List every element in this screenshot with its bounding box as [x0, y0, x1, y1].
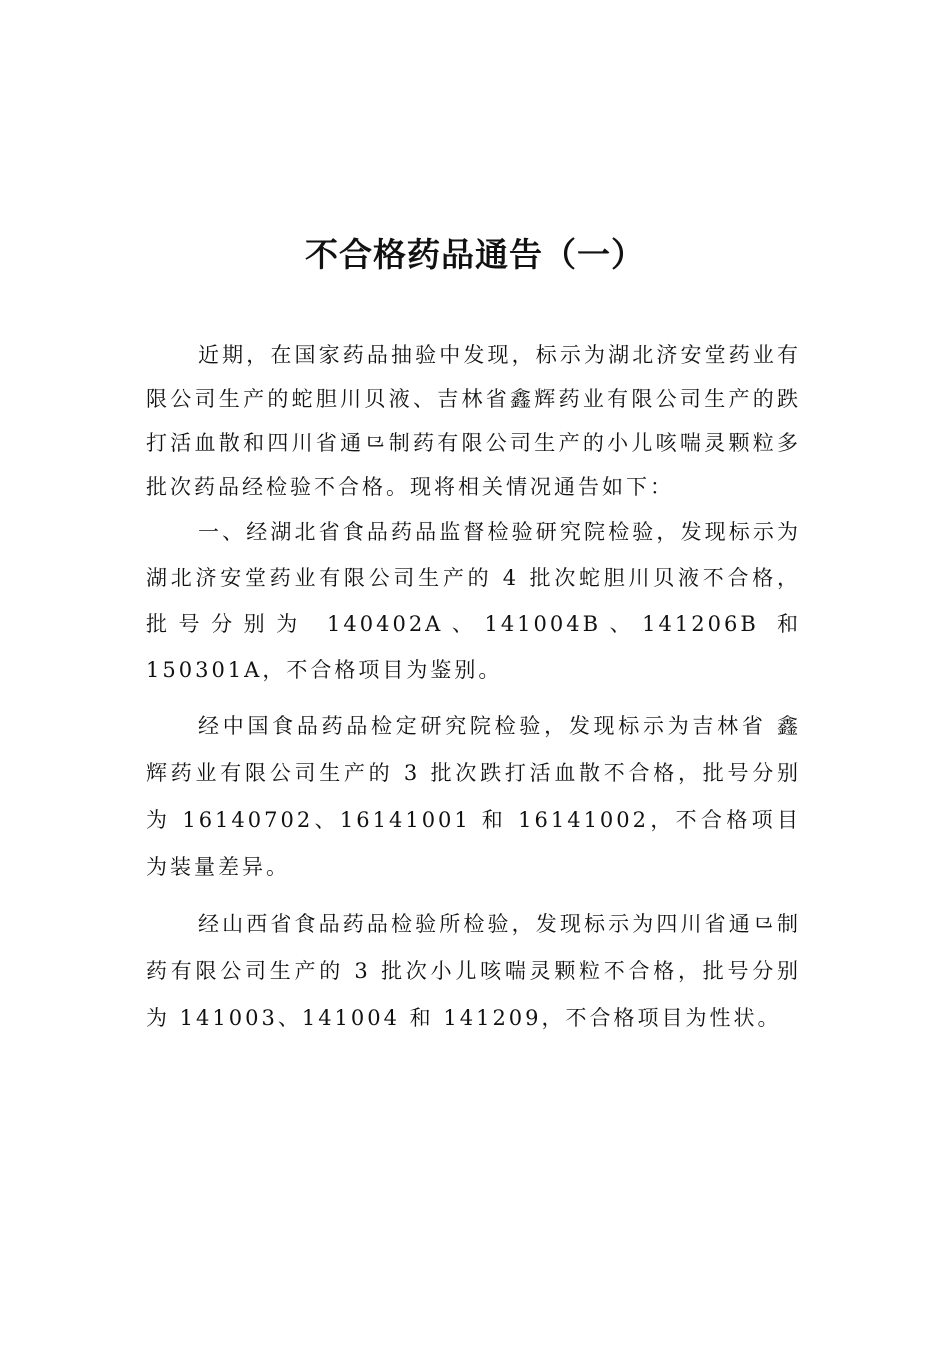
sichuan-paragraph: 经山西省食品药品检验所检验，发现标示为四川省通⺋制药有限公司生产的 3 批次小儿咳喘灵颗粒不合格，批号分别为 141003、141004 和 141209，不合格项目为性状。 [146, 912, 801, 1030]
notice-body [146, 333, 801, 1042]
page-title: 不合格药品通告（一） [305, 235, 645, 274]
hubei-paragraph: 一、经湖北省食品药品监督检验研究院检验，发现标示为湖北济安堂药业有限公司生产的 4 批次蛇胆川贝液不合格，批号分别为 140402A、141004B、141206B 和 150301A，不合格项目为鉴别。 [146, 520, 801, 682]
jilin-paragraph: 经中国食品药品检定研究院检验，发现标示为吉林省 鑫辉药业有限公司生产的 3 批次跌打活血散不合格，批号分别为 16140702、16141001 和 16141002，不合格项目为装量差异。 [146, 714, 801, 879]
intro-paragraph: 近期，在国家药品抽验中发现，标示为湖北济安堂药业有限公司生产的蛇胆川贝液、吉林省鑫辉药业有限公司生产的跌打活血散和四川省通⺋制药有限公司生产的小儿咳喘灵颗粒多批次药品经检验不合格。现将相关情况通告如下： [146, 343, 801, 499]
